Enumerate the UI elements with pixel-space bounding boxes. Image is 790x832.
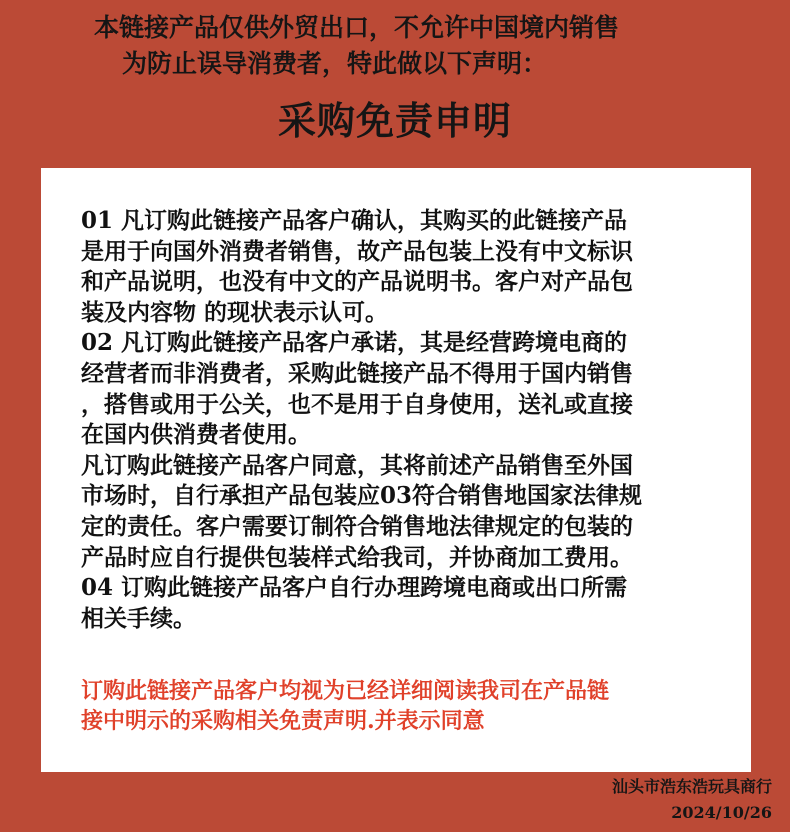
clause-line: 定的责任。客户需要订制符合销售地法律规定的包装的 (81, 512, 633, 540)
clause-line: 在国内供消费者使用。 (81, 421, 311, 449)
clause-line: 市场时，自行承担产品包装应03符合销售地国家法律规 (81, 482, 643, 510)
clause-line: ，搭售或用于公关，也不是用于自身使用，送礼或直接 (81, 390, 633, 418)
agreement-line: 订购此链接产品客户均视为已经详细阅读我司在产品链 (81, 678, 610, 704)
clause-line: 相关手续。 (81, 604, 196, 632)
clause-line: 产品时应自行提供包装样式给我司，并协商加工费用。 (81, 543, 633, 571)
clause-line: 凡订购此链接产品客户同意，其将前述产品销售至外国 (81, 451, 633, 479)
notice-header (0, 0, 790, 168)
agreement-line: 接中明示的采购相关免责声明.并表示同意 (81, 708, 485, 734)
clause-line: 是用于向国外消费者销售，故产品包装上没有中文标识 (81, 237, 633, 265)
clause-line: 和产品说明，也没有中文的产品说明书。客户对产品包 (81, 268, 633, 296)
clause-line: 经营者而非消费者，采购此链接产品不得用于国内销售 (81, 359, 633, 387)
export-notice-line-1: 本链接产品仅供外贸出口，不允许中国境内销售 (94, 13, 620, 42)
clause-line: 02 凡订购此链接产品客户承诺，其是经营跨境电商的 (81, 329, 628, 357)
agreement-notice (81, 676, 741, 736)
clause-line: 装及内容物 的现状表示认可。 (81, 298, 389, 326)
clause-list (81, 206, 741, 634)
page-title: 采购免责申明 (277, 98, 512, 143)
statement-panel (41, 168, 751, 772)
company-name: 汕头市浩东浩玩具商行 (611, 777, 772, 796)
clause-line: 01 凡订购此链接产品客户确认，其购买的此链接产品 (81, 207, 628, 234)
clause-line: 04 订购此链接产品客户自行办理跨境电商或出口所需 (81, 574, 628, 602)
export-notice-line-2: 为防止误导消费者，特此做以下声明： (122, 49, 548, 78)
statement-date: 2024/10/26 (671, 803, 772, 822)
